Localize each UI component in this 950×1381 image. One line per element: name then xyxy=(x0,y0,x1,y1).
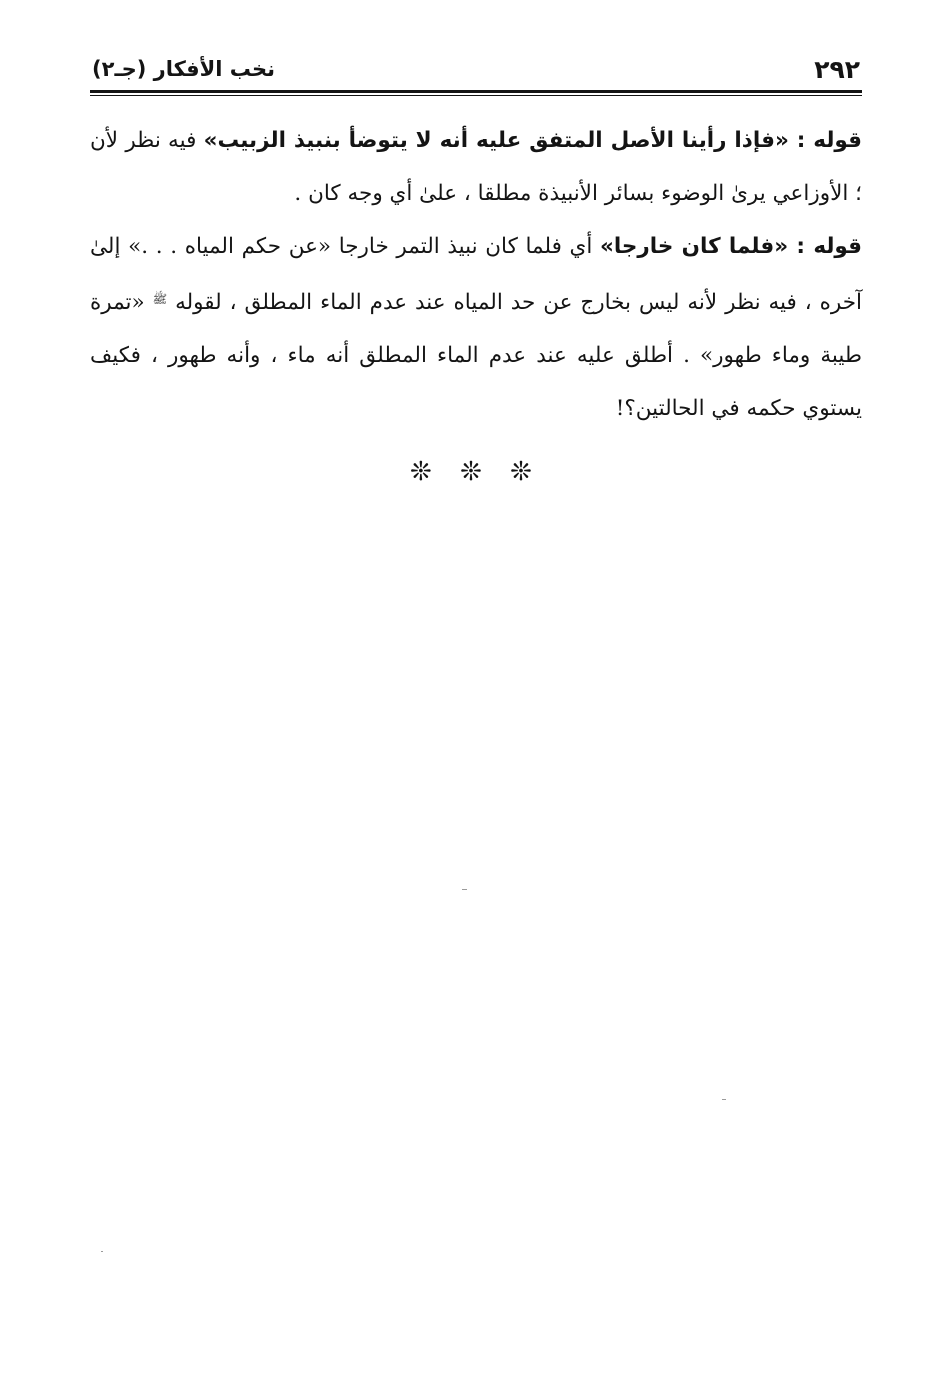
scan-speck xyxy=(101,1251,103,1252)
scan-speck xyxy=(462,889,467,890)
section-break-asterisks: ❊ ❊ ❊ xyxy=(410,457,542,487)
page xyxy=(90,48,862,487)
commentary-text: «تمرة طيبة وماء طهور» . أطلق عليه عند عدم الماء المطلق أنه ماء ، وأنه طهور ، فكيف يستوي حكمه في الحالتين؟! xyxy=(90,290,862,421)
quoted-text: «فلما كان خارجا» xyxy=(599,234,789,259)
body-text xyxy=(90,114,862,435)
book-title: نخب الأفكار (جـ٢) xyxy=(92,57,275,81)
commentary-text: فيه نظر لأن ؛ الأوزاعي يرىٰ الوضوء بسائر الأنبيذة مطلقا ، علىٰ أي وجه كان . xyxy=(90,128,862,206)
page-number: ٢٩٢ xyxy=(814,54,860,84)
paragraph-label: قوله : xyxy=(788,128,862,153)
paragraph xyxy=(90,220,862,435)
running-header xyxy=(90,48,862,90)
header-rule-thin xyxy=(90,95,862,96)
paragraph xyxy=(90,114,862,220)
header-rule-thick xyxy=(90,90,862,93)
commentary-text: أي فلما كان نبيذ التمر خارجا «عن حكم المياه . . .» إلىٰ آخره ، فيه نظر لأنه ليس بخارج عن حد المياه عند عدم الماء المطلق ، لقوله xyxy=(90,234,862,315)
quoted-text: «فإذا رأينا الأصل المتفق عليه أنه لا يتوضأ بنبيذ الزبيب» xyxy=(203,128,789,153)
paragraph-label: قوله : xyxy=(788,234,862,259)
honorific-glyph: ﷺ xyxy=(152,292,168,306)
scan-speck xyxy=(722,1099,726,1100)
